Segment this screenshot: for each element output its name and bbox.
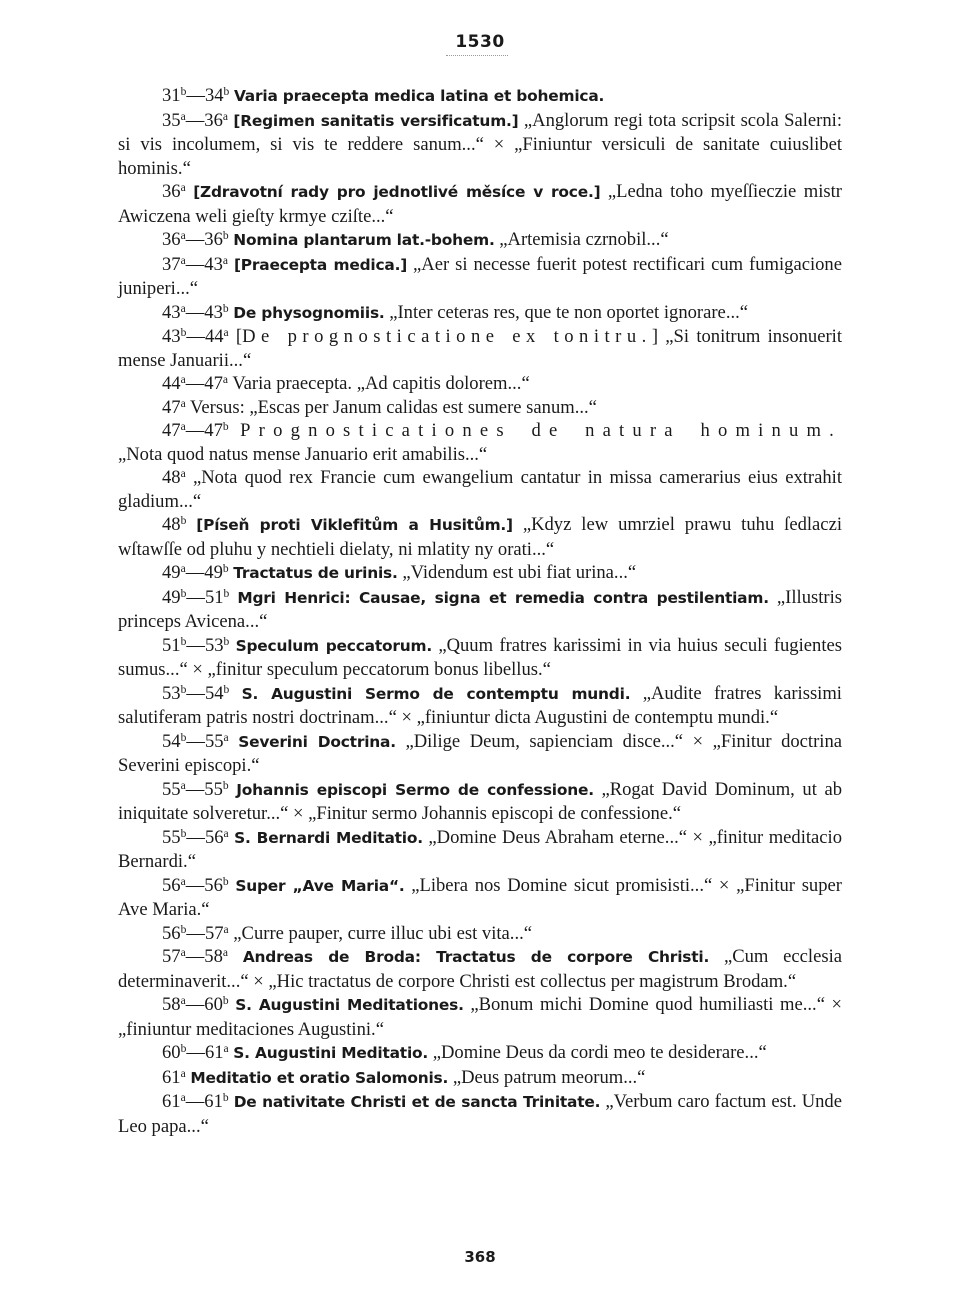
folio-separator: — — [185, 109, 205, 131]
entry-title: [Zdravotní rady pro jednotlivé měsíce v roce.] — [193, 183, 601, 201]
folio-number: 43 — [204, 301, 223, 323]
catalog-entry — [118, 1066, 842, 1091]
folio-side: a — [222, 947, 228, 959]
entry-title: S. Bernardi Meditatio. — [234, 828, 423, 847]
catalog-entry — [118, 466, 842, 513]
folio-number: 55 — [162, 778, 181, 800]
folio-separator: — — [185, 994, 205, 1015]
folio-separator: — — [185, 778, 205, 800]
folio-reference — [162, 779, 229, 800]
catalog-entry — [118, 561, 842, 586]
folio-separator: — — [186, 634, 205, 656]
catalog-entry — [118, 1041, 842, 1066]
folio-separator: — — [186, 682, 205, 704]
folio-separator: — — [185, 253, 205, 275]
folio-number: 31 — [162, 85, 181, 106]
folio-reference — [162, 923, 229, 944]
folio-number: 56 — [162, 874, 181, 896]
entry-title: Johannis episcopi Sermo de confessione. — [236, 780, 594, 799]
folio-number: 55 — [162, 826, 181, 848]
catalog-entry — [118, 301, 842, 326]
folio-reference — [162, 326, 229, 347]
folio-number: 56 — [204, 826, 224, 848]
entry-title: S. Augustini Meditationes. — [235, 996, 464, 1014]
folio-number: 34 — [204, 85, 224, 106]
entry-text: „Dilige Deum, sapienciam disce...“ × „Finitur doctrina Severini episcopi.“ — [118, 730, 843, 776]
folio-side: b — [222, 1092, 229, 1104]
catalog-entry — [118, 778, 842, 826]
catalog-entry — [118, 993, 842, 1041]
folio-reference — [162, 181, 186, 202]
entry-title: Andreas de Broda: Tractatus de corpore Christi. — [242, 948, 710, 966]
folio-side: a — [222, 110, 228, 123]
folio-side: a — [180, 302, 186, 315]
catalog-entry — [118, 419, 842, 466]
folio-side: a — [180, 779, 186, 792]
entry-text: „Videndum est ubi fiat urina...“ — [402, 562, 637, 583]
folio-separator: — — [185, 301, 205, 323]
entry-label: Varia praecepta. — [232, 373, 353, 394]
entry-title: Speculum peccatorum. — [235, 636, 432, 655]
folio-separator: — — [185, 874, 205, 896]
page-footer-number: 368 — [464, 1248, 496, 1266]
folio-side: a — [223, 731, 229, 744]
folio-number: 60 — [162, 1042, 181, 1063]
catalog-entry — [118, 922, 842, 946]
folio-reference — [162, 875, 229, 896]
folio-side: b — [223, 635, 230, 648]
folio-separator: — — [185, 562, 205, 583]
folio-number: 56 — [204, 874, 223, 896]
header-rule — [446, 55, 508, 56]
entry-title: De physognomiis. — [233, 303, 385, 322]
catalog-entry — [118, 682, 842, 730]
folio-side: a — [223, 923, 229, 936]
entry-title: [Praecepta medica.] — [233, 255, 408, 274]
folio-side: b — [180, 86, 187, 98]
folio-side: b — [180, 515, 187, 527]
folio-number: 57 — [162, 946, 181, 967]
catalog-entry — [118, 826, 842, 874]
folio-number: 47 — [162, 396, 181, 418]
entry-title: Super „Ave Maria“. — [235, 876, 405, 895]
folio-number: 43 — [162, 301, 181, 323]
catalog-entry — [118, 586, 842, 634]
folio-number: 47 — [204, 420, 223, 441]
folio-reference — [162, 373, 228, 394]
entry-text: „Nota quod natus mense Januario erit amabilis...“ — [118, 443, 488, 465]
entry-text: „Ad capitis dolorem...“ — [356, 373, 530, 394]
folio-number: 37 — [162, 253, 181, 275]
folio-side: a — [180, 421, 186, 433]
folio-reference — [162, 467, 186, 488]
bracket: [ — [235, 326, 243, 347]
entry-list — [118, 84, 842, 1138]
folio-separator: — — [186, 730, 205, 752]
folio-side: a — [223, 327, 229, 339]
folio-separator: — — [186, 586, 205, 608]
folio-number: 57 — [204, 922, 224, 944]
folio-number: 36 — [204, 109, 223, 131]
entry-text: „Bonum michi Domine quod humiliasti me...“ × „finiuntur meditaciones Augustini.“ — [118, 994, 842, 1040]
folio-number: 51 — [162, 634, 181, 656]
folio-number: 58 — [162, 994, 181, 1015]
entry-text: „Inter ceteras res, que te non oportet ignorare...“ — [389, 301, 749, 323]
catalog-entry — [118, 945, 842, 993]
folio-side: a — [180, 374, 186, 386]
folio-side: a — [180, 1067, 186, 1080]
folio-side: a — [180, 397, 186, 410]
folio-number: 49 — [162, 586, 181, 608]
entry-title-spaced: De prognosticatione ex tonitru. — [242, 326, 652, 347]
entry-title: [Regimen sanitatis versificatum.] — [233, 111, 519, 130]
folio-number: 56 — [162, 922, 181, 944]
entry-title: De nativitate Christi et de sancta Trinitate. — [233, 1093, 601, 1111]
entry-title: Severini Doctrina. — [238, 732, 396, 751]
folio-separator: — — [185, 420, 205, 441]
folio-side: a — [180, 1092, 186, 1104]
folio-number: 54 — [204, 682, 224, 704]
catalog-entry — [118, 253, 842, 301]
folio-number: 61 — [204, 1091, 223, 1112]
folio-side: a — [180, 947, 186, 959]
folio-side: a — [180, 230, 186, 242]
folio-number: 53 — [162, 682, 181, 704]
entry-title: Nomina plantarum lat.-bohem. — [233, 231, 495, 249]
folio-number: 49 — [162, 562, 181, 583]
folio-reference — [162, 85, 229, 106]
entry-text: „Aer si necesse fuerit potest rectificari cum fumigacione juniperi...“ — [118, 253, 842, 299]
catalog-entry — [118, 325, 842, 372]
folio-number: 60 — [204, 994, 223, 1015]
folio-reference — [162, 514, 186, 535]
folio-side: b — [180, 635, 187, 648]
folio-side: b — [222, 302, 229, 315]
folio-reference — [162, 110, 228, 131]
catalog-entry — [118, 228, 842, 253]
folio-number: 55 — [204, 730, 224, 752]
entry-text: „Kdyz lew umrziel prawu tuhu ſedlaczi wſtawſſe od pluhu y nechtieli dielaty, ni mlatity ny orati...“ — [118, 514, 842, 560]
folio-side: a — [180, 254, 186, 267]
folio-reference — [162, 731, 229, 752]
folio-separator: — — [185, 946, 205, 967]
entry-text: „Illustris princeps Avicena...“ — [118, 586, 842, 632]
folio-separator: — — [186, 922, 205, 944]
catalog-entry — [118, 180, 842, 228]
folio-separator: — — [185, 373, 205, 394]
folio-side: a — [223, 1043, 229, 1055]
entry-text: „Domine Deus da cordi meo te desiderare...“ — [432, 1042, 767, 1063]
entry-title: [Píseň proti Viklefitům a Husitům.] — [196, 516, 513, 534]
folio-side: b — [222, 779, 229, 792]
folio-side: a — [180, 563, 186, 575]
entry-text: „Audite fratres karissimi salutiferam patris nostri doctrinam...“ × „finiuntur dicta Augustini de contemptu mundi.“ — [118, 682, 842, 728]
folio-number: 47 — [162, 420, 181, 441]
folio-reference — [162, 1042, 229, 1063]
entry-text: „Anglorum regi tota scripsit scola Salerni: si vis incolumem, si vis te reddere sanum...“ × „Finiuntur versiculi de sanitate cuiuslibet hominis.“ — [118, 109, 842, 179]
entry-title: Tractatus de urinis. — [233, 564, 398, 582]
folio-number: 54 — [162, 730, 181, 752]
entry-text: „Quum fratres karissimi in via huius seculi fugientes sumus...“ × „finitur speculum peccatorum bonus libellus.“ — [118, 634, 842, 680]
entry-text: „Deus patrum meorum...“ — [452, 1066, 646, 1088]
folio-side: b — [223, 683, 230, 696]
folio-side: b — [180, 587, 187, 600]
folio-side: b — [180, 1043, 187, 1055]
folio-side: b — [222, 421, 229, 433]
entry-text: „Domine Deus Abraham eterne...“ × „finitur meditacio Bernardi.“ — [118, 826, 843, 872]
catalog-entry — [118, 1090, 842, 1138]
folio-number: 36 — [162, 181, 181, 202]
entry-title: S. Augustini Meditatio. — [233, 1044, 429, 1062]
folio-reference — [162, 946, 228, 967]
folio-side: b — [180, 683, 187, 696]
folio-side: b — [180, 827, 187, 840]
catalog-entry — [118, 372, 842, 396]
folio-separator: — — [186, 85, 205, 106]
catalog-entry — [118, 874, 842, 922]
folio-number: 47 — [204, 373, 223, 394]
folio-side: b — [180, 731, 187, 744]
page-header-number: 1530 — [455, 32, 505, 52]
folio-reference — [162, 562, 229, 583]
entry-title: Varia praecepta medica latina et bohemica. — [233, 87, 605, 105]
folio-side: b — [222, 563, 229, 575]
folio-reference — [162, 994, 229, 1015]
entry-title: Mgri Henrici: Causae, signa et remedia contra pestilentiam. — [237, 588, 769, 607]
folio-side: a — [180, 182, 186, 194]
folio-side: b — [180, 327, 187, 339]
folio-number: 35 — [162, 109, 181, 131]
folio-separator: — — [186, 326, 205, 347]
folio-side: b — [222, 995, 229, 1007]
folio-number: 44 — [204, 326, 224, 347]
folio-side: a — [180, 875, 186, 888]
folio-side: b — [180, 923, 187, 936]
folio-reference — [162, 254, 228, 275]
entry-text: „Ledna toho myeſſieczie mistr Awiczena weli gieſty krmye cziſte...“ — [118, 181, 842, 227]
entry-title-spaced: Prognosticationes de natura hominum. — [240, 420, 842, 441]
folio-reference — [162, 302, 229, 323]
folio-separator: — — [186, 826, 205, 848]
folio-side: a — [180, 468, 186, 480]
folio-side: a — [180, 110, 186, 123]
folio-reference — [162, 1091, 229, 1112]
entry-text: „Escas per Janum calidas est sumere sanum...“ — [249, 396, 597, 418]
catalog-entry — [118, 513, 842, 561]
folio-number: 43 — [162, 326, 181, 347]
entry-text: „Verbum caro factum est. Unde Leo papa...“ — [118, 1091, 842, 1137]
entry-text: „Curre pauper, curre illuc ubi est vita...“ — [233, 922, 532, 944]
folio-reference — [162, 587, 229, 608]
folio-number: 48 — [162, 467, 181, 488]
folio-side: b — [223, 86, 230, 98]
folio-number: 36 — [204, 229, 223, 250]
folio-side: a — [223, 827, 229, 840]
folio-number: 55 — [204, 778, 223, 800]
folio-number: 49 — [204, 562, 223, 583]
folio-side: a — [222, 374, 228, 386]
entry-text: „Nota quod rex Francie cum ewangelium cantatur in missa camerarius eius extrahit gladium...“ — [118, 467, 842, 512]
folio-side: a — [180, 995, 186, 1007]
entry-label: Versus: — [190, 396, 245, 418]
folio-reference — [162, 1067, 186, 1088]
folio-number: 53 — [204, 634, 224, 656]
folio-reference — [162, 229, 229, 250]
entry-title: Meditatio et oratio Salomonis. — [190, 1068, 449, 1087]
folio-separator: — — [185, 229, 205, 250]
catalog-entry — [118, 730, 842, 778]
catalog-entry — [118, 634, 842, 682]
folio-number: 58 — [204, 946, 223, 967]
folio-side: b — [222, 230, 229, 242]
folio-number: 44 — [162, 373, 181, 394]
catalog-entry — [118, 396, 842, 420]
folio-number: 43 — [204, 253, 223, 275]
folio-number: 61 — [204, 1042, 224, 1063]
folio-reference — [162, 827, 229, 848]
entry-text: „Artemisia czrnobil...“ — [499, 229, 669, 250]
catalog-entry — [118, 84, 842, 109]
entry-text: „Cum ecclesia determinaverit...“ × „Hic tractatus de corpore Christi est collectus per magistrum Brodam.“ — [118, 946, 842, 992]
folio-number: 36 — [162, 229, 181, 250]
folio-side: a — [222, 254, 228, 267]
folio-reference — [162, 683, 229, 704]
entry-text: „Libera nos Domine sicut promisisti...“ × „Finitur super Ave Maria.“ — [118, 874, 842, 920]
folio-side: b — [223, 587, 230, 600]
folio-side: b — [222, 875, 229, 888]
folio-reference — [162, 635, 229, 656]
folio-number: 51 — [204, 586, 224, 608]
folio-separator: — — [185, 1091, 205, 1112]
catalog-entry — [118, 109, 842, 181]
entry-text: „Rogat David Dominum, ut ab iniquitate solveretur...“ × „Finitur sermo Johannis episcopi de confessione.“ — [118, 778, 842, 824]
folio-number: 61 — [162, 1066, 181, 1088]
entry-title: S. Augustini Sermo de contemptu mundi. — [241, 684, 631, 703]
folio-reference — [162, 420, 229, 441]
folio-number: 61 — [162, 1091, 181, 1112]
folio-number: 48 — [162, 514, 181, 535]
folio-reference — [162, 397, 186, 418]
folio-separator: — — [186, 1042, 205, 1063]
entry-text: ] „Si tonitrum insonuerit mense Januarii...“ — [118, 326, 842, 371]
